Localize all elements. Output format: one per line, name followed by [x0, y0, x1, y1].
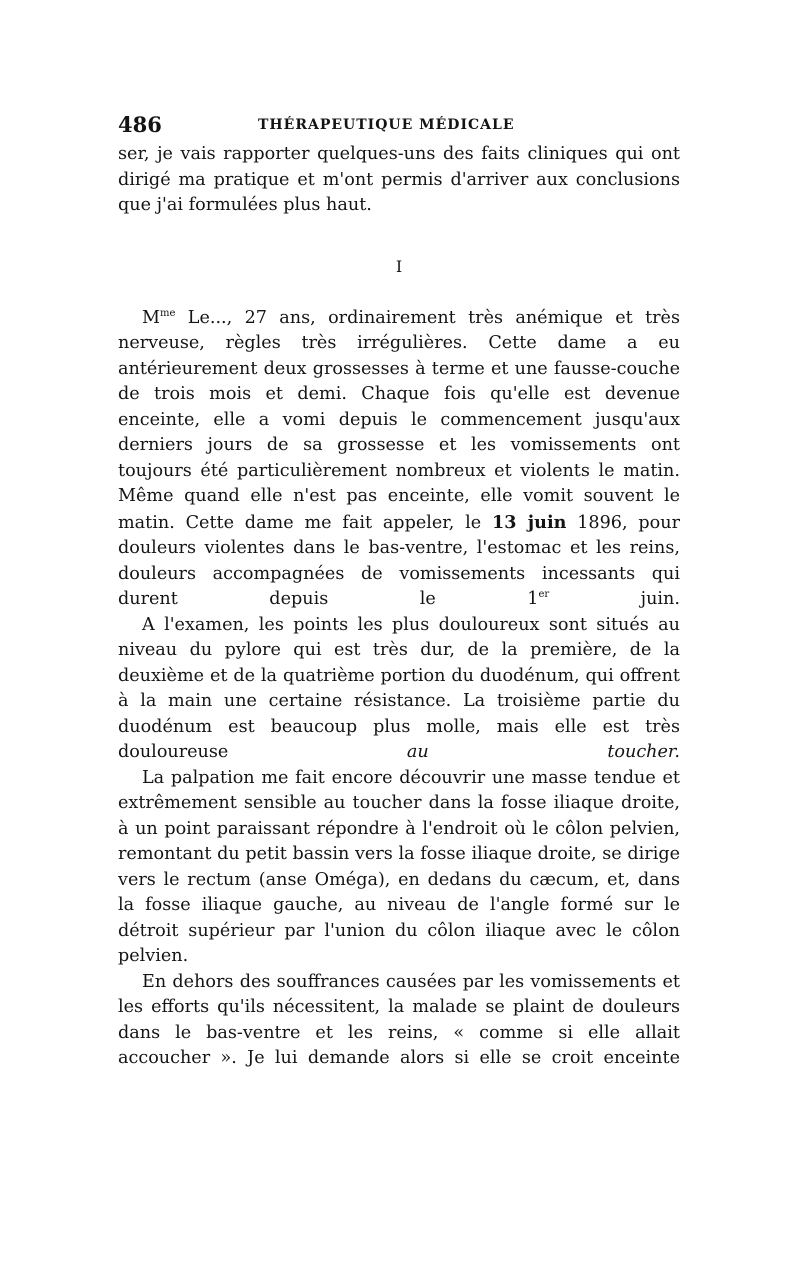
- case-text-b: 1896, pour douleurs violentes dans le bas-ventre, l'estomac et les reins, douleurs accompagnées de vomissements incessants qui durent depuis le 1: [118, 512, 680, 609]
- case-paragraph-4: En dehors des souffrances causées par les vomissements et les efforts qu'ils nécessitent, la malade se plaint de douleurs dans le bas-ventre et les reins, « comme si elle allait accoucher ». Je lui demande alors si elle se croit enceinte: [118, 971, 680, 1068]
- exam-text: A l'examen, les points les plus douloureux sont situés au niveau du pylore qui est très dur, de la première, de la deuxième et de la quatrième portion du duodénum, qui offrent à la main une certaine résistance. La troisième partie du duodénum est beaucoup plus molle, mais elle est très douloureuse: [118, 614, 680, 762]
- case-paragraph-1: [118, 306, 680, 613]
- case-date: 13 juin: [491, 511, 567, 533]
- title-superscript: me: [160, 307, 176, 319]
- page-number: 486: [118, 112, 162, 137]
- case-paragraph-3: La palpation me fait encore découvrir une masse tendue et extrêmement sensible au toucher dans la fosse iliaque droite, à un point paraissant répondre à l'endroit où le côlon pelvien, remontant du petit bassin vers la fosse iliaque droite, se dirige vers le rectum (anse Oméga), en dedans du cæcum, et, dans la fosse iliaque gauche, au niveau de l'angle formé sur le détroit supérieur par l'union du côlon iliaque avec le côlon pelvien.: [118, 767, 680, 966]
- exam-emphasis: au toucher.: [406, 742, 680, 762]
- ordinal-superscript: er: [538, 589, 550, 601]
- book-page: [118, 112, 680, 1072]
- page-header: [118, 112, 680, 142]
- title-abbrev: M: [142, 307, 161, 328]
- intro-paragraph: ser, je vais rapporter quelques-uns des faits cliniques qui ont dirigé ma pratique et m'ont permis d'arriver aux conclusions que j'ai formulées plus haut.: [118, 144, 680, 215]
- section-numeral: I: [395, 256, 403, 276]
- case-text-a: Le..., 27 ans, ordinairement très anémique et très nerveuse, règles très irrégulières. Cette dame a eu antérieurement deux grossesses à terme et une fausse-couche de trois mois et demi. Chaque fois qu'elle est devenue enceinte, elle a vomi depuis le commencement jusqu'aux derniers jours de sa grossesse et les vomissements ont toujours été particulièrement nombreux et violents le matin. Même quand elle n'est pas enceinte, elle vomit souvent le matin. Cette dame me fait appeler, le: [118, 307, 680, 533]
- case-text-c: juin.: [549, 589, 680, 609]
- case-paragraph-2: [118, 613, 680, 766]
- running-title: THÉRAPEUTIQUE MÉDICALE: [258, 117, 515, 133]
